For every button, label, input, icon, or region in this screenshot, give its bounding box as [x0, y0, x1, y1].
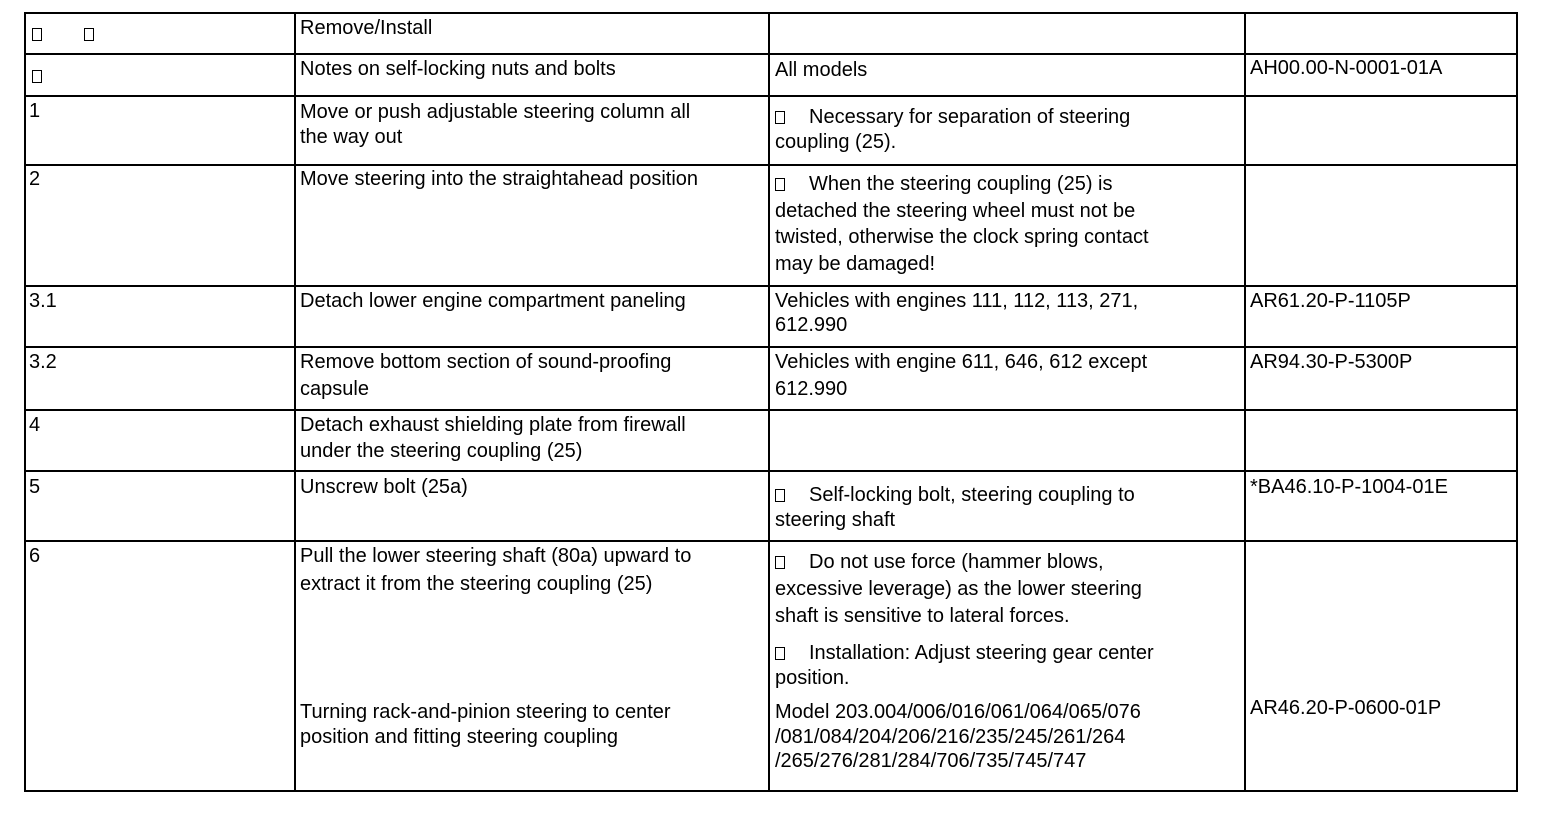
reference-link[interactable]: AH00.00-N-0001-01A — [1250, 57, 1443, 79]
procedure-table — [24, 12, 1518, 792]
notes-text: /081/084/204/206/216/235/245/261/264 — [775, 726, 1126, 748]
row-divider — [26, 540, 1516, 542]
action-text: capsule — [300, 378, 369, 400]
missing-glyph-icon — [775, 111, 785, 124]
notes-text: 612.990 — [775, 314, 848, 336]
action-text: Remove bottom section of sound-proofing — [300, 351, 672, 373]
notes-text: Necessary for separation of steering — [775, 105, 1130, 130]
notes-text: /265/276/281/284/706/735/745/747 — [775, 750, 1087, 772]
action-text: the way out — [300, 126, 403, 148]
row-divider — [26, 95, 1516, 97]
row-divider — [26, 470, 1516, 472]
notes-text: Vehicles with engines 111, 112, 113, 271, — [775, 290, 1139, 312]
action-text: Move steering into the straightahead position — [300, 168, 699, 190]
row-divider — [26, 409, 1516, 411]
reference-link[interactable]: AR61.20-P-1105P — [1250, 290, 1411, 312]
missing-glyph-icon — [775, 647, 785, 660]
column-divider — [294, 14, 296, 790]
notes-text: steering shaft — [775, 509, 896, 531]
notes-text: Installation: Adjust steering gear center — [775, 641, 1154, 666]
action-text: extract it from the steering coupling (25) — [300, 573, 653, 595]
action-text: position and fitting steering coupling — [300, 726, 618, 748]
notes-text: excessive leverage) as the lower steering — [775, 578, 1142, 600]
action-text: Detach lower engine compartment paneling — [300, 290, 686, 312]
header-glyph-icons — [32, 22, 94, 47]
notes-text: Self-locking bolt, steering coupling to — [775, 483, 1135, 508]
notes-text: 612.990 — [775, 378, 848, 400]
row-glyph-icon — [32, 64, 42, 89]
step-number: 1 — [29, 100, 41, 122]
step-number: 3.1 — [29, 290, 57, 312]
missing-glyph-icon — [775, 178, 785, 191]
column-divider — [1244, 14, 1246, 790]
notes-text: All models — [775, 59, 868, 81]
row-divider — [26, 164, 1516, 166]
missing-glyph-icon — [32, 70, 42, 83]
reference-link[interactable]: *BA46.10-P-1004-01E — [1250, 476, 1448, 498]
notes-text: twisted, otherwise the clock spring contact — [775, 226, 1149, 248]
row-divider — [26, 53, 1516, 55]
notes-text: may be damaged! — [775, 253, 936, 275]
notes-text: shaft is sensitive to lateral forces. — [775, 605, 1070, 627]
missing-glyph-icon — [775, 556, 785, 569]
notes-text: position. — [775, 667, 850, 689]
notes-text: detached the steering wheel must not be — [775, 200, 1136, 222]
reference-link[interactable]: AR46.20-P-0600-01P — [1250, 697, 1442, 719]
notes-text: When the steering coupling (25) is — [775, 172, 1113, 197]
step-number: 4 — [29, 414, 41, 436]
missing-glyph-icon — [84, 28, 94, 41]
row-divider — [26, 346, 1516, 348]
missing-glyph-icon — [775, 489, 785, 502]
missing-glyph-icon — [32, 28, 42, 41]
action-text: Unscrew bolt (25a) — [300, 476, 468, 498]
action-text: Notes on self-locking nuts and bolts — [300, 58, 616, 80]
notes-text: Do not use force (hammer blows, — [775, 550, 1104, 575]
step-number: 5 — [29, 476, 41, 498]
reference-link[interactable]: AR94.30-P-5300P — [1250, 351, 1413, 373]
step-number: 6 — [29, 545, 41, 567]
notes-text: Vehicles with engine 611, 646, 612 except — [775, 351, 1148, 373]
action-text: Pull the lower steering shaft (80a) upward to — [300, 545, 692, 567]
step-number: 3.2 — [29, 351, 57, 373]
action-text: under the steering coupling (25) — [300, 440, 583, 462]
action-text: Turning rack-and-pinion steering to center — [300, 701, 671, 723]
row-divider — [26, 285, 1516, 287]
step-number: 2 — [29, 168, 41, 190]
column-divider — [768, 14, 770, 790]
action-text: Move or push adjustable steering column all — [300, 101, 691, 123]
notes-text: coupling (25). — [775, 131, 897, 153]
table-title: Remove/Install — [300, 17, 433, 39]
action-text: Detach exhaust shielding plate from firewall — [300, 414, 686, 436]
notes-text: Model 203.004/006/016/061/064/065/076 — [775, 701, 1141, 723]
